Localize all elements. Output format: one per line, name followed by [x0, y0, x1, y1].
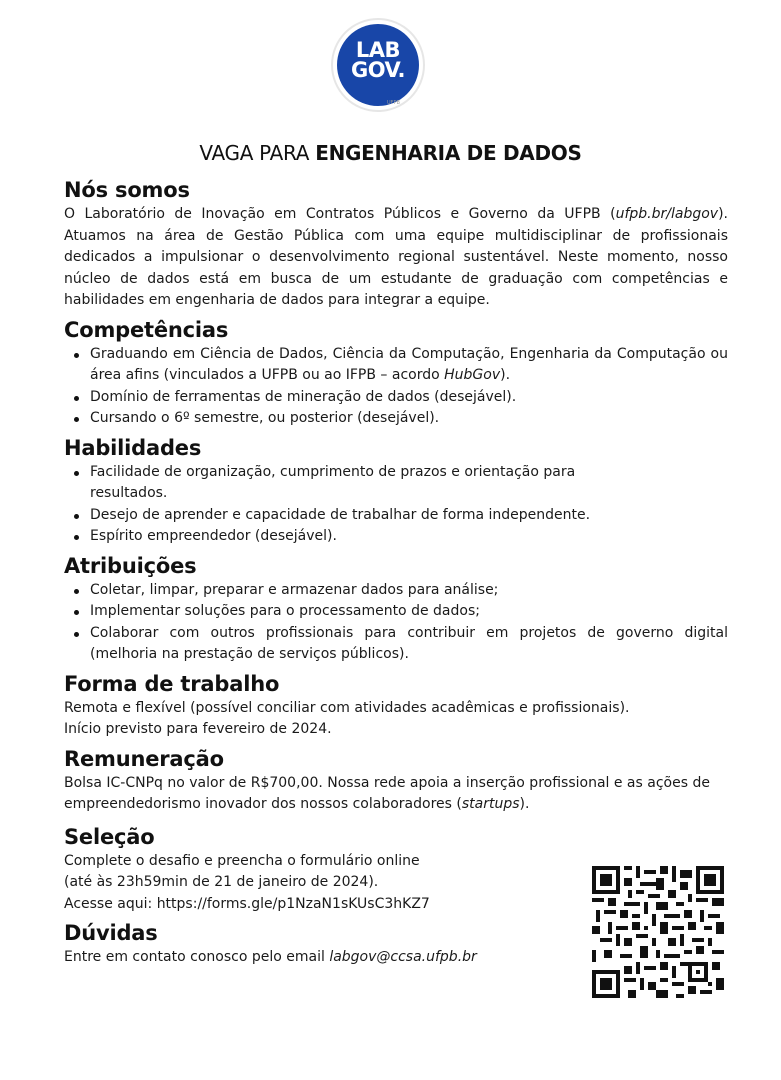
logo-circle [337, 24, 419, 106]
list-item: Cursando o 6º semestre, ou posterior (desejável). [90, 408, 728, 430]
competencias-list [64, 344, 728, 430]
heading-nos-somos: Nós somos [64, 178, 190, 202]
form-link[interactable]: Acesse aqui: https://forms.gle/p1NzaN1sKUsC3hKZ7 [64, 895, 430, 912]
list-item [90, 344, 728, 387]
email-link[interactable]: labgov@ccsa.ufpb.br [329, 949, 477, 965]
heading-atribuicoes: Atribuições [64, 553, 197, 578]
competencia-1-text: Graduando em Ciência de Dados, Ciência da Computação, Engenharia da Computação ou área afins (vinculados a UFPB ou ao IFPB – acordo [90, 345, 728, 383]
heading-forma-de-trabalho: Forma de trabalho [64, 671, 280, 696]
heading-habilidades: Habilidades [64, 435, 202, 460]
nos-somos-text-2: ). Atuamos na área de Gestão Pública com uma equipe multidisciplinar de profissionais dedicados a impulsionar o desenvolvimento regional sustentável. Neste momento, nosso núcleo de dados está em busca de um estudante de graduação com competências e habilidades em engenharia de dados para integrar a equipe. [64, 206, 728, 308]
nos-somos-text [64, 204, 728, 312]
qr-code[interactable] [592, 866, 724, 998]
title-regular: VAGA PARA [199, 141, 316, 165]
list-item: Domínio de ferramentas de mineração de dados (desejável). [90, 387, 728, 409]
habilidades-list [64, 462, 728, 548]
page-title [0, 141, 781, 165]
selecao-line-1: Complete o desafio e preencha o formulário online [64, 852, 420, 869]
qr-code-pattern [592, 866, 724, 998]
labgov-logo [333, 20, 423, 110]
competencia-1-end: ). [500, 367, 511, 383]
forma-line-1: Remota e flexível (possível conciliar com atividades acadêmicas e profissionais). [64, 699, 630, 716]
forma-line-2: Início previsto para fevereiro de 2024. [64, 721, 332, 737]
startups-text: startups [461, 796, 520, 812]
logo-line-2: GOV. [350, 58, 406, 82]
title-bold: ENGENHARIA DE DADOS [315, 141, 582, 165]
selecao-line-2: (até às 23h59min de 21 de janeiro de 2024). [64, 874, 379, 890]
list-item: Espírito empreendedor (desejável). [90, 526, 728, 548]
hubgov-text: HubGov [444, 367, 501, 383]
logo-small-text: UFPB [387, 100, 400, 106]
remuneracao-text [64, 773, 728, 816]
list-item: Implementar soluções para o processamento de dados; [90, 601, 728, 623]
heading-selecao: Seleção [64, 824, 155, 849]
logo-text [337, 40, 419, 80]
atribuicoes-list [64, 580, 728, 666]
list-item: Coletar, limpar, preparar e armazenar dados para análise; [90, 580, 728, 602]
heading-competencias: Competências [64, 317, 229, 342]
remuneracao-text-2: ). [519, 796, 530, 812]
logo-line-1: LAB [355, 38, 401, 62]
heading-duvidas: Dúvidas [64, 921, 158, 945]
remuneracao-text-1: Bolsa IC-CNPq no valor de R$700,00. Nossa rede apoia a inserção profissional e as ações de empreendedorismo inovador dos nossos colaboradores ( [64, 774, 710, 812]
nos-somos-text-1: O Laboratório de Inovação em Contratos Públicos e Governo da UFPB ( [64, 206, 616, 222]
list-item: Desejo de aprender e capacidade de trabalhar de forma independente. [90, 505, 728, 527]
duvidas-text-1: Entre em contato conosco pelo email [64, 949, 330, 965]
list-item: Facilidade de organização, cumprimento de prazos e orientação para resultados. [90, 462, 650, 505]
content [64, 176, 728, 969]
list-item: Colaborar com outros profissionais para contribuir em projetos de governo digital (melhoria na prestação de serviços públicos). [90, 623, 728, 666]
heading-remuneracao: Remuneração [64, 746, 224, 771]
labgov-url-link[interactable]: ufpb.br/labgov [615, 206, 719, 222]
